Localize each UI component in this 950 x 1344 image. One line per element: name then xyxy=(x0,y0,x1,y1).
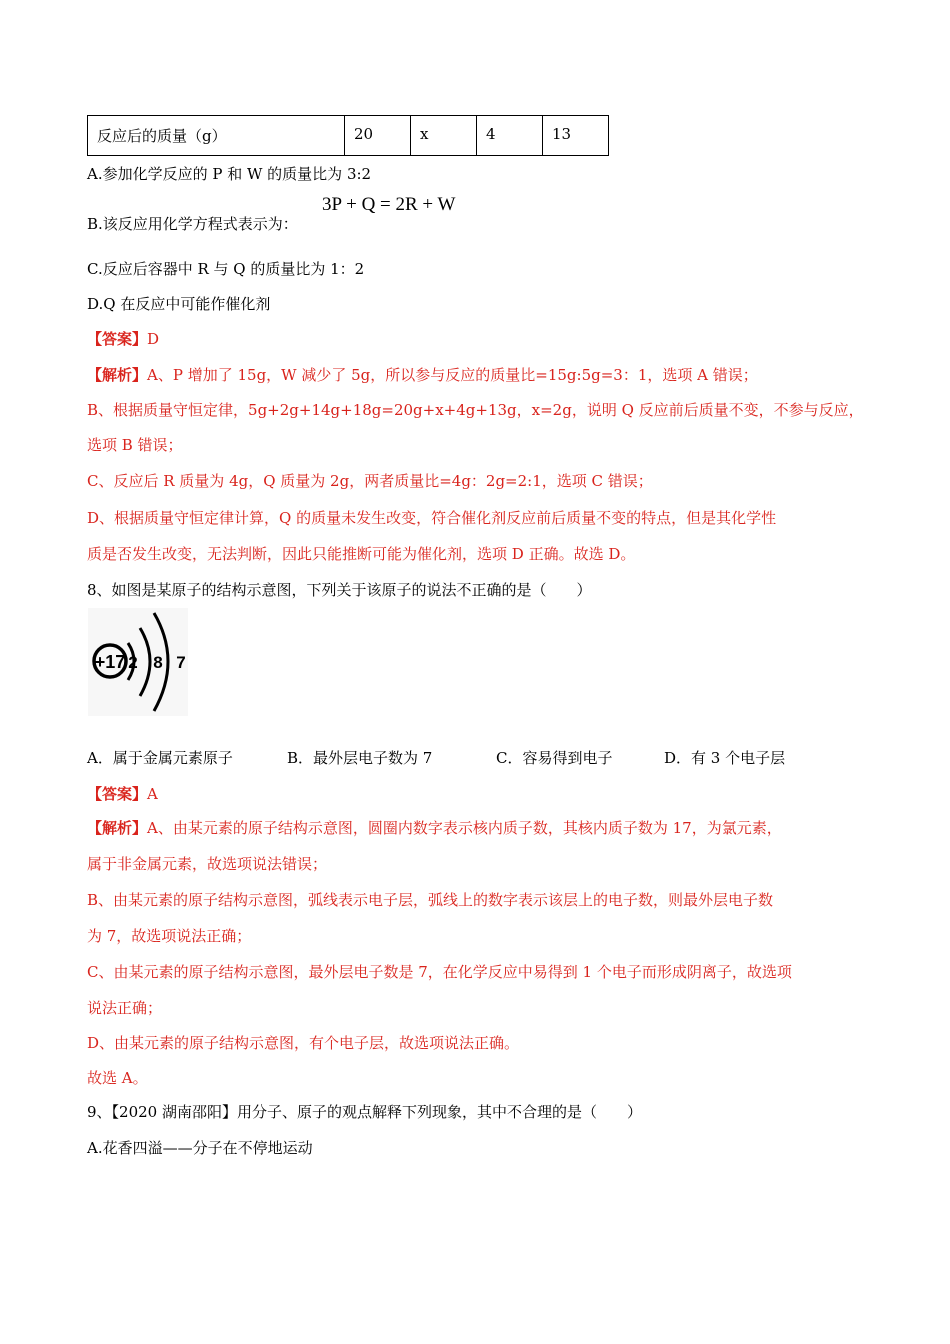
q8-option-c: C．容易得到电子 xyxy=(496,749,613,767)
q8-option-a: A．属于金属元素原子 xyxy=(87,749,233,767)
q8-answer xyxy=(87,783,158,804)
q7-answer xyxy=(87,328,159,349)
q8-analysis-line: 为 7，故选项说法正确； xyxy=(87,927,252,945)
table-row-label: 反应后的质量（g） xyxy=(88,116,345,156)
q8-stem: 8、如图是某原子的结构示意图，下列关于该原子的说法不正确的是（ ） xyxy=(87,581,592,599)
q8-analysis-line: D、由某元素的原子结构示意图，有个电子层，故选项说法正确。 xyxy=(87,1034,520,1052)
q8-analysis-line: 【解析】A、由某元素的原子结构示意图，圆圈内数字表示核内质子数，其核内质子数为 17，为氯元素， xyxy=(87,819,782,837)
q7-analysis-line: D、根据质量守恒定律计算，Q 的质量未发生改变，符合催化剂反应前后质量不变的特点，但是其化学性 xyxy=(87,509,777,527)
q7-option-d: D.Q 在反应中可能作催化剂 xyxy=(87,295,271,313)
mass-table xyxy=(87,115,609,156)
table-cell: 4 xyxy=(477,116,543,156)
q9-stem: 9、【2020 湖南邵阳】用分子、原子的观点解释下列现象，其中不合理的是（ ） xyxy=(87,1103,642,1121)
table-cell: 20 xyxy=(345,116,411,156)
shell-electron-count: 7 xyxy=(176,653,186,672)
q7-analysis-line: 【解析】A、P 增加了 15g，W 减少了 5g，所以参与反应的质量比=15g:5g=3：1，选项 A 错误； xyxy=(87,366,758,384)
shell-electron-count: 2 xyxy=(128,653,138,672)
q7-option-c: C.反应后容器中 R 与 Q 的质量比为 1：2 xyxy=(87,260,365,278)
nucleus-charge: +17 xyxy=(94,652,126,672)
table-cell: 13 xyxy=(543,116,609,156)
atom-structure-diagram xyxy=(88,608,188,716)
q8-analysis-line: 故选 A。 xyxy=(87,1069,148,1087)
q8-analysis-line: C、由某元素的原子结构示意图，最外层电子数是 7，在化学反应中易得到 1 个电子而形成阴离子，故选项 xyxy=(87,963,792,981)
q8-option-d: D．有 3 个电子层 xyxy=(664,749,786,767)
q8-analysis-line: 说法正确； xyxy=(87,999,163,1017)
q7-equation: 3P + Q = 2R + W xyxy=(322,194,456,215)
q7-analysis-line: B、根据质量守恒定律，5g+2g+14g+18g=20g+x+4g+13g，x=2g，说明 Q 反应前后质量不变，不参与反应， xyxy=(87,401,864,419)
q8-analysis-line: 属于非金属元素，故选项说法错误； xyxy=(87,855,328,873)
q9-option-a: A.花香四溢——分子在不停地运动 xyxy=(87,1139,313,1157)
q7-analysis-line: 质是否发生改变，无法判断，因此只能推断可能为催化剂，选项 D 正确。故选 D。 xyxy=(87,545,636,563)
analysis-tag: 【解析】 xyxy=(87,366,148,384)
q7-option-a: A.参加化学反应的 P 和 W 的质量比为 3:2 xyxy=(87,165,372,183)
q8-option-b: B．最外层电子数为 7 xyxy=(287,749,433,767)
analysis-tag: 【解析】 xyxy=(87,819,148,837)
q7-analysis-line: C、反应后 R 质量为 4g，Q 质量为 2g，两者质量比=4g：2g=2:1，选项 C 错误； xyxy=(87,472,653,490)
q7-option-b: B.该反应用化学方程式表示为： xyxy=(87,215,298,233)
table-cell: x xyxy=(411,116,477,156)
q8-analysis-line: B、由某元素的原子结构示意图，弧线表示电子层，弧线上的数字表示该层上的电子数，则最外层电子数 xyxy=(87,891,774,909)
answer-tag: 【答案】 xyxy=(87,330,148,348)
q7-analysis-line: 选项 B 错误； xyxy=(87,436,183,454)
answer-value: D xyxy=(147,330,160,348)
table-row xyxy=(88,116,609,156)
answer-value: A xyxy=(147,785,158,803)
answer-tag: 【答案】 xyxy=(87,785,148,803)
shell-electron-count: 8 xyxy=(153,653,163,672)
